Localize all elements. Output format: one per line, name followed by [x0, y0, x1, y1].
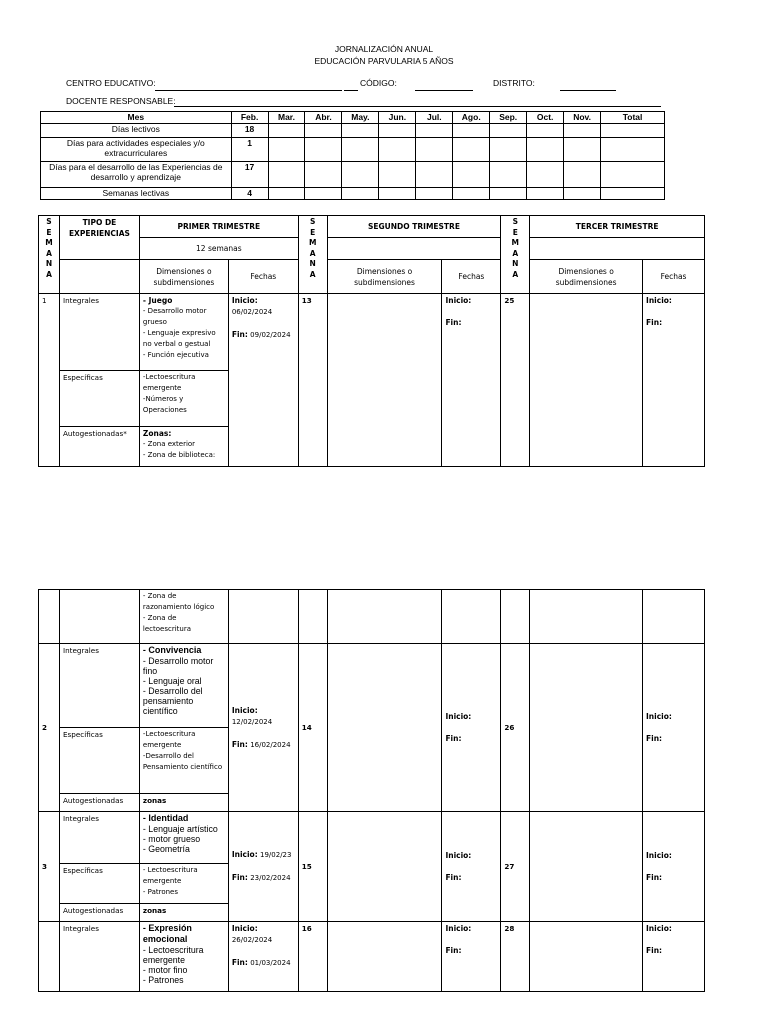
fechas-cell: Inicio: Fin: — [643, 922, 705, 992]
table-row — [39, 922, 705, 992]
col-mes: Mes — [41, 112, 232, 124]
plan-table — [38, 215, 705, 467]
centro-label: CENTRO EDUCATIVO: — [66, 78, 156, 88]
dimensiones-cell: - Zona de razonamiento lógico - Zona de lectoescritura — [139, 590, 228, 644]
table-row — [39, 590, 705, 644]
fechas-cell: Inicio: Fin: — [643, 644, 705, 812]
dimensiones-cell: - Expresión emocional - Lectoescritura emergente - motor fino - Patrones — [139, 922, 228, 992]
codigo-label: CÓDIGO: — [360, 78, 397, 88]
week-number: 1 — [39, 294, 60, 467]
col-mar: Mar. — [268, 112, 305, 124]
table-row — [39, 644, 705, 728]
docente-field[interactable] — [174, 106, 661, 107]
summary-row — [41, 188, 665, 200]
dimensiones-cell: - Lectoescritura emergente - Patrones — [139, 864, 228, 904]
summary-row — [41, 138, 665, 162]
week-number: 14 — [298, 644, 327, 812]
tipo-especificas: Específicas — [59, 728, 139, 794]
feb-value: 1 — [231, 138, 268, 162]
tipo-autogestionadas: Autogestionadas — [59, 794, 139, 812]
tipo-integrales: Integrales — [59, 644, 139, 728]
docente-label: DOCENTE RESPONSABLE: — [66, 96, 176, 106]
summary-row — [41, 124, 665, 138]
tipo-especificas: Específicas — [59, 371, 139, 427]
table-row — [39, 294, 705, 371]
tipo-header: TIPO DE EXPERIENCIAS — [59, 216, 139, 260]
feb-value: 17 — [231, 162, 268, 188]
centro-field[interactable] — [155, 90, 342, 91]
fechas-cell: Inicio: 06/02/2024 Fin: 09/02/2024 — [228, 294, 298, 467]
dimensiones-cell: -Lectoescritura emergente -Números y Operaciones — [139, 371, 228, 427]
fechas-cell: Inicio: 26/02/2024 Fin: 01/03/2024 — [228, 922, 298, 992]
dim-header: Dimensiones o subdimensiones — [327, 260, 442, 294]
fechas-cell: Inicio: Fin: — [643, 294, 705, 467]
experience-title: - Convivencia — [142, 645, 202, 655]
semana-header: S E M A N A — [298, 216, 327, 294]
centro-field-ext — [344, 90, 358, 91]
tipo-integrales: Integrales — [59, 922, 139, 992]
tipo-integrales: Integrales — [59, 812, 139, 864]
codigo-field[interactable] — [415, 90, 473, 91]
zonas-label: zonas — [139, 904, 228, 922]
col-nov: Nov. — [564, 112, 601, 124]
row-label: Días para actividades especiales y/o extracurriculares — [41, 138, 232, 162]
segundo-trimestre-header: SEGUNDO TRIMESTRE — [327, 216, 501, 238]
dimensiones-cell: - Identidad - Lenguaje artístico - motor grueso - Geometría — [139, 812, 228, 864]
fechas-cell: Inicio: Fin: — [643, 812, 705, 922]
fechas-cell: Inicio: Fin: — [442, 922, 501, 992]
dimensiones-cell: - Juego - Desarrollo motor grueso - Lenguaje expresivo no verbal o gestual - Función ejecutiva — [139, 294, 228, 371]
dim-header: Dimensiones o subdimensiones — [530, 260, 643, 294]
dimensiones-cell: Zonas: - Zona exterior - Zona de biblioteca: — [139, 427, 228, 467]
week-number: 3 — [39, 812, 60, 922]
week-number: 2 — [39, 644, 60, 812]
week-number: 25 — [501, 294, 530, 467]
summary-row — [41, 162, 665, 188]
col-feb: Feb. — [231, 112, 268, 124]
semanas-count: 12 semanas — [139, 238, 298, 260]
fechas-header: Fechas — [643, 260, 705, 294]
tipo-autogestionadas: Autogestionadas — [59, 904, 139, 922]
document-title: JORNALIZACIÓN ANUAL — [334, 44, 434, 54]
fechas-header: Fechas — [228, 260, 298, 294]
fechas-header: Fechas — [442, 260, 501, 294]
summary-header-row — [41, 112, 665, 124]
feb-value: 4 — [231, 188, 268, 200]
week-number: 27 — [501, 812, 530, 922]
dimensiones-cell: -Lectoescritura emergente -Desarrollo del Pensamiento científico — [139, 728, 228, 794]
tipo-integrales: Integrales — [59, 294, 139, 371]
tipo-autogestionadas: Autogestionadas* — [59, 427, 139, 467]
distrito-field[interactable] — [560, 90, 616, 91]
fechas-cell: Inicio: Fin: — [442, 644, 501, 812]
semana-header: S E M A N A — [501, 216, 530, 294]
col-oct: Oct. — [527, 112, 564, 124]
fechas-cell: Inicio: 19/02/23 Fin: 23/02/2024 — [228, 812, 298, 922]
week-number: 28 — [501, 922, 530, 992]
col-abr: Abr. — [305, 112, 342, 124]
summary-table — [40, 111, 665, 200]
experience-title: - Expresión emocional — [142, 923, 192, 944]
col-ago: Ago. — [453, 112, 490, 124]
week-number: 15 — [298, 812, 327, 922]
fechas-cell: Inicio: 12/02/2024 Fin: 16/02/2024 — [228, 644, 298, 812]
dimensiones-cell: - Convivencia - Desarrollo motor fino - Lenguaje oral - Desarrollo del pensamiento científico — [139, 644, 228, 728]
col-sep: Sep. — [490, 112, 527, 124]
col-jun: Jun. — [379, 112, 416, 124]
distrito-label: DISTRITO: — [493, 78, 535, 88]
fechas-cell: Inicio: Fin: — [442, 294, 501, 467]
col-total: Total — [601, 112, 665, 124]
week-number: 26 — [501, 644, 530, 812]
semana-header: S E M A N A — [39, 216, 60, 294]
tercer-trimestre-header: TERCER TRIMESTRE — [530, 216, 705, 238]
plan-table-continued — [38, 589, 705, 992]
document-subtitle: EDUCACIÓN PARVULARIA 5 AÑOS — [314, 56, 454, 66]
tipo-especificas: Específicas — [59, 864, 139, 904]
week-number: 16 — [298, 922, 327, 992]
col-jul: Jul. — [416, 112, 453, 124]
col-may: May. — [342, 112, 379, 124]
feb-value: 18 — [231, 124, 268, 138]
fechas-cell: Inicio: Fin: — [442, 812, 501, 922]
table-row — [39, 812, 705, 864]
row-label: Días lectivos — [41, 124, 232, 138]
zonas-label: zonas — [139, 794, 228, 812]
primer-trimestre-header: PRIMER TRIMESTRE — [139, 216, 298, 238]
experience-title: - Identidad — [142, 813, 189, 823]
experience-title: - Juego — [142, 296, 173, 305]
dim-header: Dimensiones o subdimensiones — [139, 260, 228, 294]
week-number: 13 — [298, 294, 327, 467]
row-label: Semanas lectivas — [41, 188, 232, 200]
row-label: Días para el desarrollo de las Experiencias de desarrollo y aprendizaje — [41, 162, 232, 188]
